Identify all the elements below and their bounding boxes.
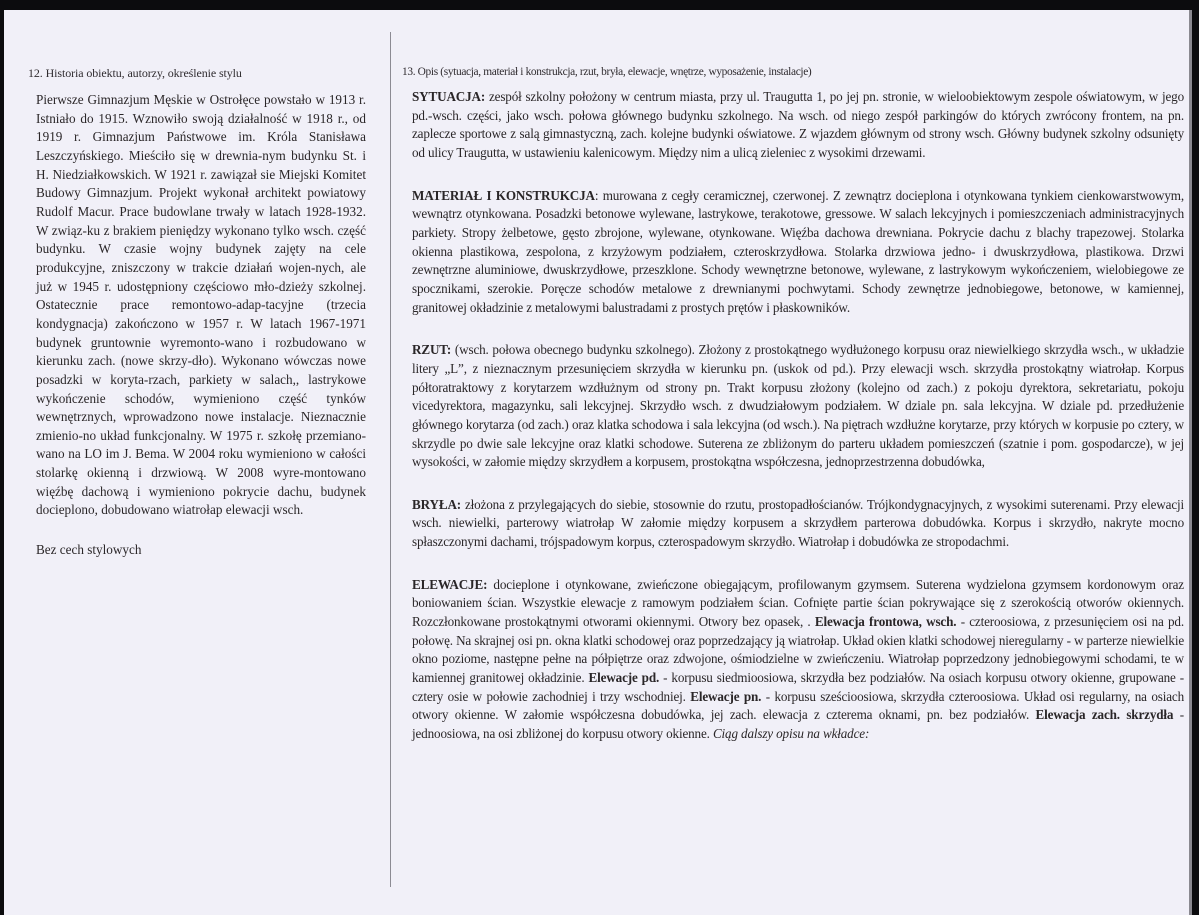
south-elevation-heading: Elewacje pd. xyxy=(588,670,660,686)
history-field-label: 12. Historia obiektu, autorzy, określenie stylu xyxy=(28,66,242,80)
front-elevation-text: - czteroosiowa, z przesunięciem osi na pd. połowę. Na skrajnej osi pn. okna klatki schodowej oraz poprzedzający ją wiatrołap. Układ okien klatki schodowej nieregularny - w parterze niewielkie okno poziome, następne pełne na półpiętrze oraz zdwojone, ośmiodzielne w zwieńczeniu. Wiatrołap poprzedzony jednobiegowymi schodami, te w kamiennej granitowej okładzinie. xyxy=(412,614,1184,686)
document-page xyxy=(4,10,1192,915)
style-determination: Bez cech stylowych xyxy=(36,542,142,558)
west-elevation-heading: Elewacja zach. skrzydła xyxy=(1035,707,1174,723)
description-field-label: 13. Opis (sytuacja, materiał i konstrukcja, rzut, bryła, elewacje, wnętrze, wyposażenie, instalacje) xyxy=(402,66,812,78)
section-text: (wsch. połowa obecnego budynku szkolnego). Złożony z prostokątnego wydłużonego korpusu oraz niewielkiego skrzydła wsch., w układzie litery „L”, z nieznacznym przesunięciem skrzydła w kierunku pn. (uskok od pd.). Przy elewacji wsch. skrzydła prostokątny wiatrołap. Korpus półtoratraktowy z korytarzem wzdłużnym od strony pn. Trakt korpusu złożony (kolejno od zach.) z pokoju dyrektora, sekretariatu, pokoju vicedyrektora, magazynku, sali lekcyjnej. Skrzydło wsch. z dwudziałowym podziałem. W dziale pn. sala lekcyjna. W dziale pd. przedłużenie głównego korytarza (od zach.) oraz klatka schodowa i sala lekcyjna (od wsch.). Na piętrach wzdłużne korytarze, przy których w korpusie po cztery, w skrzydle po dwie sale lekcyjne oraz klatki schodowe. Suterena ze zbliżonym do parteru układem pomieszczeń (szatnie i pom. gospodarcze), w jej wysokości, w załomie między skrzydłem a korpusem, prostokątna współczesna, jednoprzestrzenna dobudówka, xyxy=(412,342,1184,470)
section-heading: SYTUACJA: xyxy=(412,89,486,104)
page-edge xyxy=(1189,10,1192,915)
section-heading: BRYŁA: xyxy=(412,496,462,512)
north-elevation-text: - korpusu sześcioosiowa, skrzydła czteroosiowa. Układ osi regularny, na osiach otwory okienne. W załomie współczesna dobudówka, jej zach. elewacja z czterema oknami, pn. bez podziałów. xyxy=(412,688,1184,723)
section-plan xyxy=(412,341,1184,472)
history-text: Pierwsze Gimnazjum Męskie w Ostrołęce powstało w 1913 r. Istniało do 1915. Wznowiło swoją działalność w 1918 r., od 1919 r. Gimnazjum Państwowe im. Króla Stanisława Leszczyńskiego. Mieściło się w drewnia-nym budynku St. i H. Niedziałkowskich. W 1921 r. zawiązał sie Miejski Komitet Budowy Gimnazjum. Projekt wykonał architekt powiatowy Rudolf Macur. Prace budowlane trwały w latach 1928-1932. W związ-ku z brakiem pieniędzy wykonano tylko wsch. część budynku. W czasie wojny budynek zajęty na cele produkcyjne, zniszczony w trakcie działań wojen-nych, ale już w 1945 r. udostępniony częściowo mło-dzieży szkolnej. Ostatecznie prace remontowo-adap-tacyjne (trzecia kondygnacja) zakończono w 1957 r. W latach 1967-1971 budynek gruntownie wyremonto-wano i rozbudowano w kierunku zach. (nowe skrzy-dło). Wykonano wówczas nowe posadzki w koryta-rzach, parkiety w salach,, lastrykowe wykończenie schodów, wymieniono część tynków wewnętrznych, wprowadzono nowe instalacje. Nieznacznie zmienio-no układ funkcjonalny. W 1975 r. szkołę przemiano-wano na LO im J. Bema. W 2004 roku wymieniono w całości stolarkę okienną i drzwiową. W 2008 wyre-montowano więźbę dachową i wymieniono pokrycie dachu, budynek docieplono, dobudowano wiatrołap elewacji wsch. xyxy=(36,92,366,518)
section-mass xyxy=(412,496,1184,552)
section-elevations xyxy=(412,576,1184,744)
section-text: docieplone i otynkowane, zwieńczone obiegającym, profilowanym gzymsem. Suterena wydzielona gzymsem kordonowym oraz boniowaniem ścian. Wszystkie elewacje z ramowym podziałem ścian. Cofnięte partie ścian pokrywające się z szerokością otworów okiennych. Rozczłonkowane prostokątnymi otworami okiennymi. Otwory bez opasek, . xyxy=(412,576,1184,630)
south-elevation-text: - korpusu siedmioosiowa, skrzydła bez podziałów. Na osiach korpusu otwory okienne, grupowane - cztery osie w połowie zachodniej i trzy wschodniej. xyxy=(412,670,1184,704)
north-elevation-heading: Elewacje pn. xyxy=(690,688,762,704)
section-heading: MATERIAŁ I KONSTRUKCJA xyxy=(412,187,595,203)
history-column xyxy=(26,66,366,558)
section-heading: RZUT: xyxy=(412,342,452,358)
west-elevation-text: - jednoosiowa, na osi zbliżonej do korpusu otwory okienne. xyxy=(412,707,1184,742)
section-material xyxy=(412,187,1184,318)
section-text: złożona z przylegających do siebie, stosownie do rzutu, prostopadłościanów. Trójkondygnacyjnych, z wysokimi suterenami. Przy elewacji wsch. niewielki, parterowy wiatrołap W załomie między korpusem a skrzydłem parterowa dobudówka. Korpus i skrzydło, nakryte mocno spłaszczonymi dachami, trójspadowym korpus, czterospadowym skrzydło. Wiatrołap i dobudówka ze stropodachmi. xyxy=(412,496,1184,550)
column-divider xyxy=(390,32,391,887)
section-text: zespół szkolny położony w centrum miasta, przy ul. Traugutta 1, po jej pn. stronie, w wieloobiektowym zespole oświatowym, w jego pd.-wsch. części, jako wsch. połowa głównego budynku szkolnego. Na wsch. od niego zespół parkingów do których zwrócony frontem, na pn. zaplecze sportowe z salą gimnastyczną, zach. kolejne budynki oświatowe. Z wjazdem głównym od strony wsch. Główny budynek szkolny odsunięty od ulicy Traugutta, w ustawieniu kalenicowym. Między nim a ulicą zieleniec z wysokimi drzewami. xyxy=(412,89,1184,160)
description-column xyxy=(402,66,1184,761)
front-elevation-heading: Elewacja frontowa, wsch. xyxy=(814,614,957,630)
section-text: : murowana z cegły ceramicznej, czerwonej. Z zewnątrz docieplona i otynkowana tynkiem cienkowarstwowym, wewnątrz otynkowana. Posadzki betonowe wylewane, lastrykowe, terakotowe, gressowe. W salach lekcyjnych i pomieszczeniach administracyjnych parkiety. Stropy żelbetowe, gęsto zbrojone, wylewane, otynkowane. Więźba dachowa drewniana. Pokrycie dachu z blachy trapezowej. Stolarka okienna plastikowa, zespolona, z krzyżowym podziałem, czteroskrzydłowa. Stolarka drzwiowa jedno- i dwuskrzydłowa, plastikowa. Drzwi zewnętrzne aluminiowe, dwuskrzydłowe, przeszklone. Schody wewnętrzne betonowe, wylewane, z lastrykowym wykończeniem, wielobiegowe ze spocznikami, szerokie. Poręcze schodów metalowe z drewnianymi pochwytami. Schody zewnętrze jednobiegowe, betonowe, w kamiennej, granitowej okładzinie z metalowymi balustradami z prostych prętów i płaskowników. xyxy=(412,187,1184,315)
section-situation xyxy=(412,88,1184,163)
section-heading: ELEWACJE: xyxy=(412,576,488,592)
continuation-note: Ciąg dalszy opisu na wkładce: xyxy=(712,726,870,742)
